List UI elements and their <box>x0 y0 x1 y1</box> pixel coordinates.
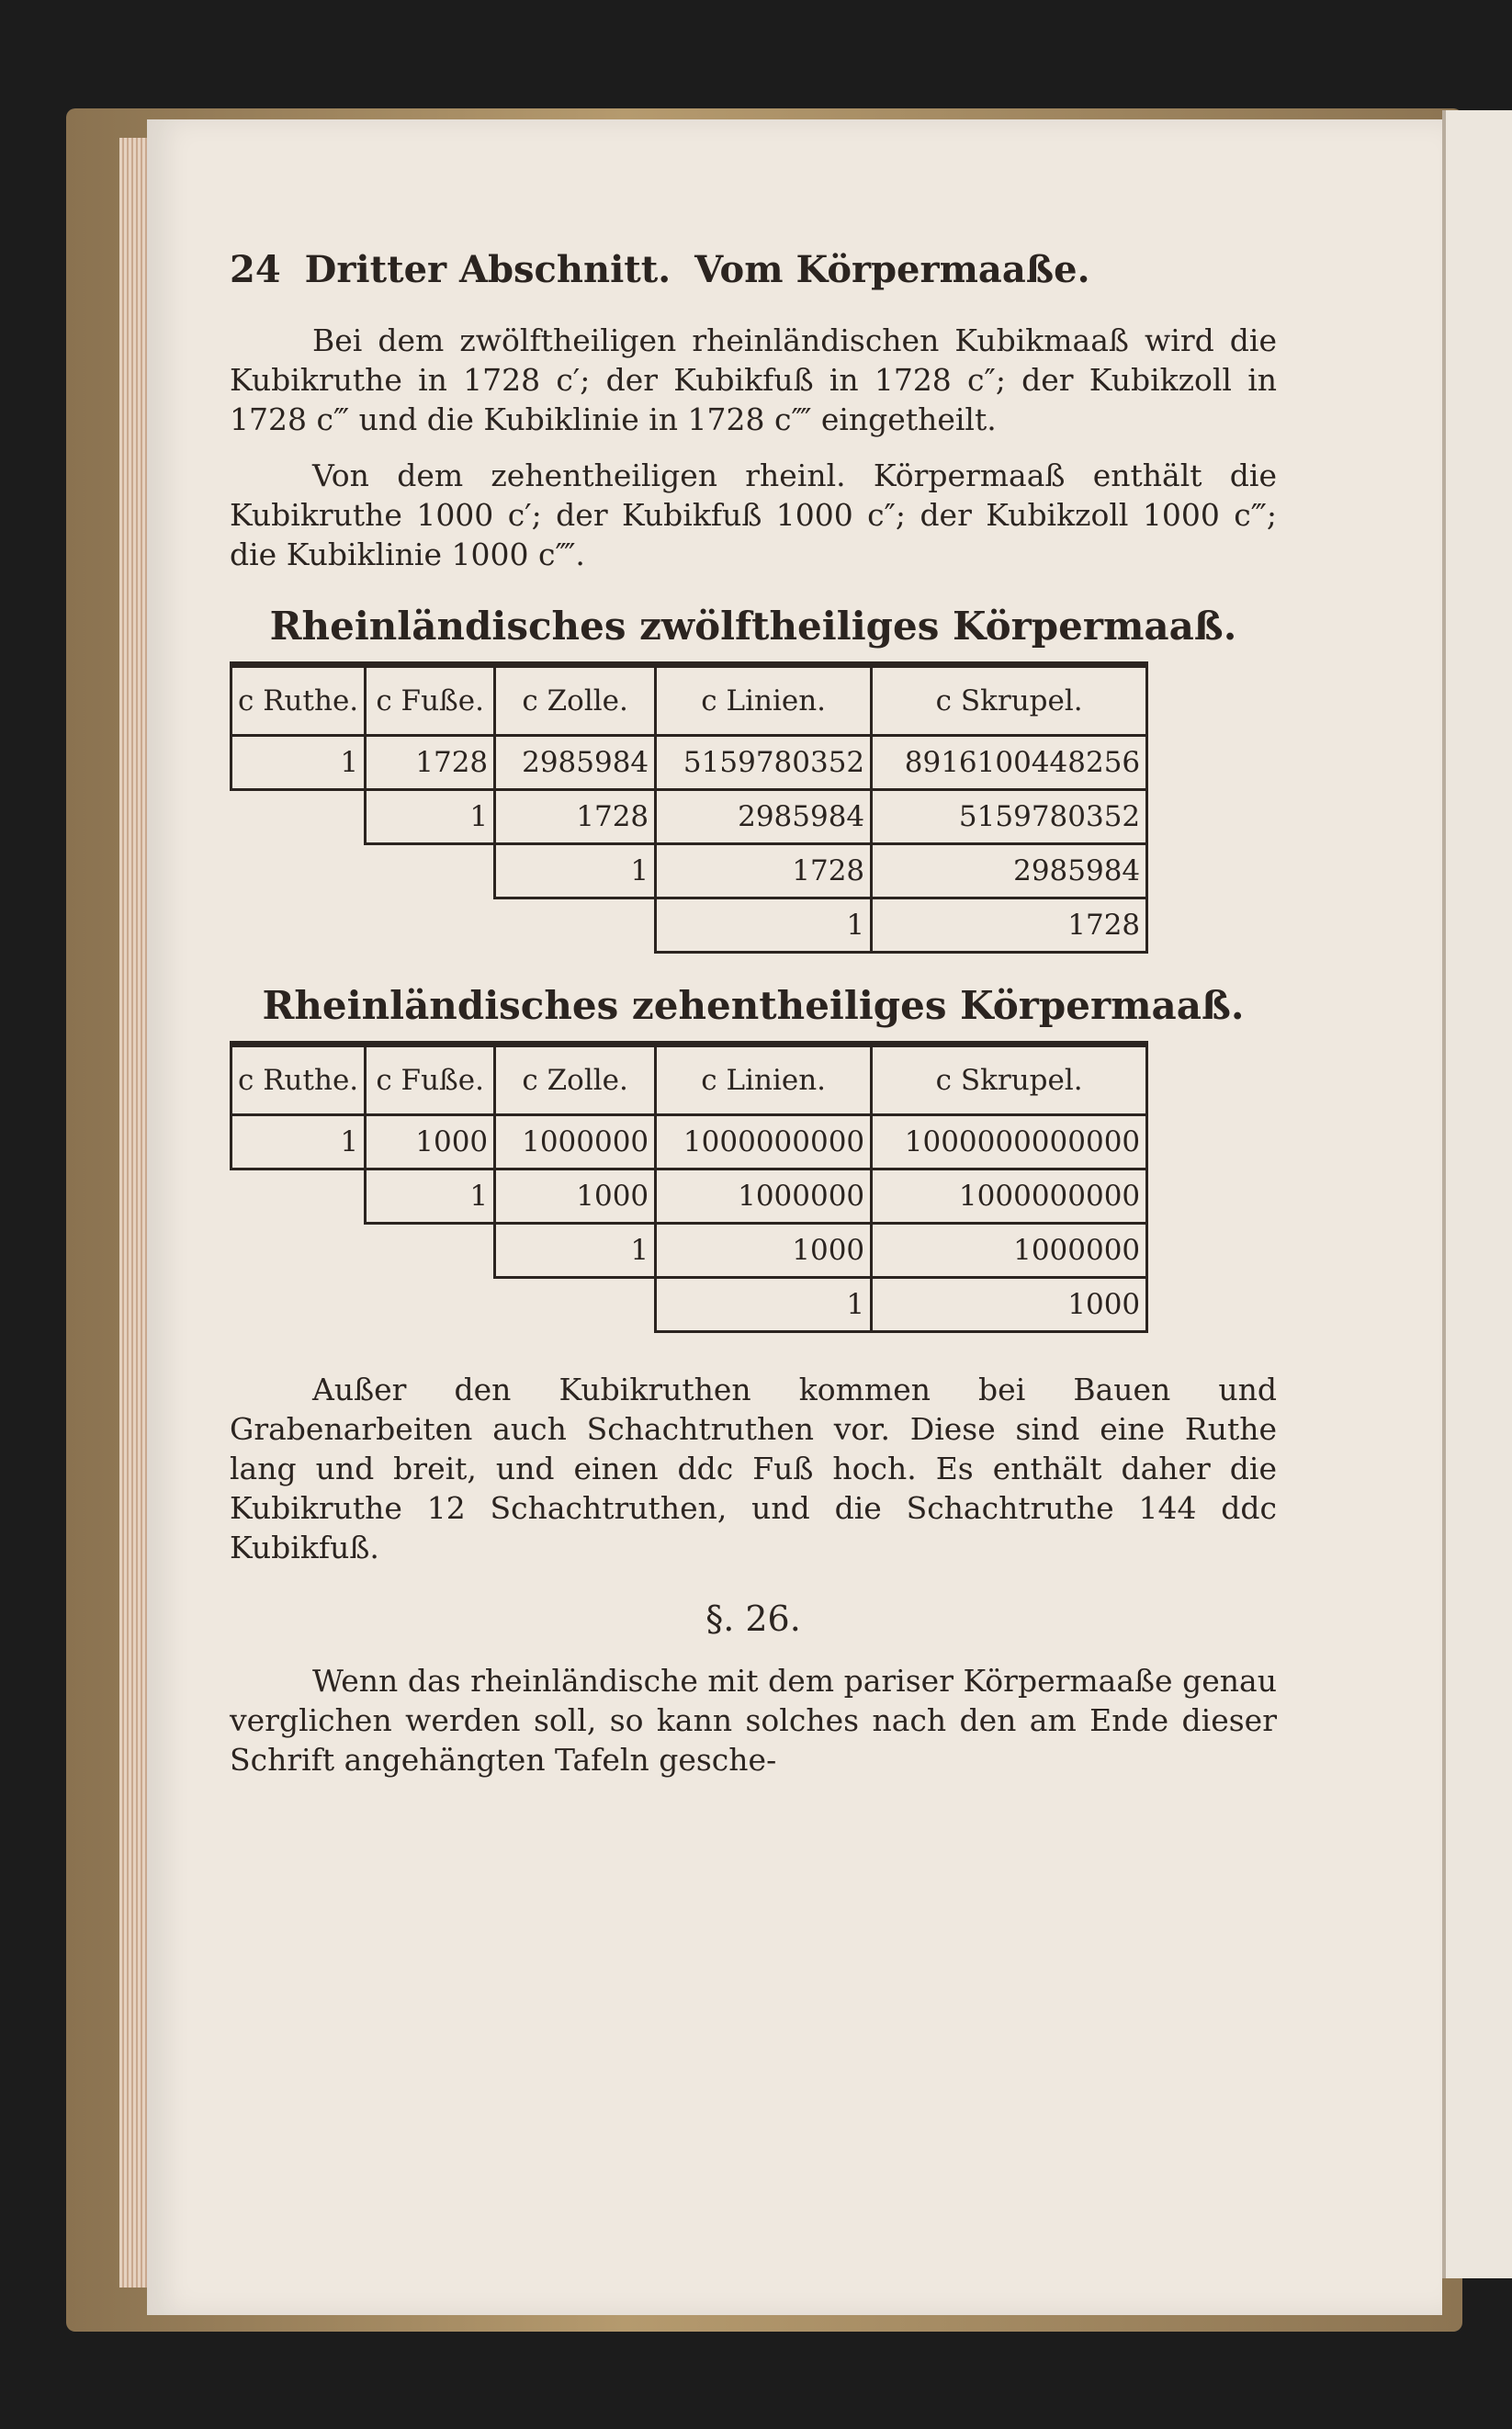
page-content <box>230 248 1277 1796</box>
table-cell-empty <box>231 790 366 844</box>
table-header-cell: c Linien. <box>656 1045 872 1115</box>
table-cell: 1000 <box>366 1115 495 1169</box>
paragraph-4: Wenn das rheinländische mit dem pariser Körpermaaße genau verglichen werden soll, so kann solches nach den am Ende dieser Schrift angehängten Tafeln gesche- <box>230 1663 1277 1778</box>
table-cell: 1 <box>656 1278 872 1332</box>
table-row <box>231 736 1147 790</box>
table2-title: Rheinländisches zehentheiliges Körpermaaß. <box>262 983 1245 1028</box>
table-header-cell: c Skrupel. <box>872 665 1147 736</box>
table-header-cell: c Skrupel. <box>872 1045 1147 1115</box>
table-cell: 1000 <box>656 1224 872 1278</box>
paragraph-1: Bei dem zwölftheiligen rheinländischen Kubikmaaß wird die Kubikruthe in 1728 c′; der Kubikfuß in 1728 c″; der Kubikzoll in 1728 c‴ und die Kubiklinie in 1728 c⁗ eingetheilt. <box>230 322 1277 437</box>
page-edges <box>119 138 147 2288</box>
table-cell: 1 <box>366 1169 495 1224</box>
table-cell: 1 <box>656 898 872 953</box>
table-cell: 5159780352 <box>656 736 872 790</box>
table-cell: 1728 <box>656 844 872 898</box>
table-row <box>231 1115 1147 1169</box>
table-cell: 1000000 <box>872 1224 1147 1278</box>
table-cell: 1000000000 <box>656 1115 872 1169</box>
table-header-cell: c Ruthe. <box>231 1045 366 1115</box>
table-cell-empty <box>495 1278 656 1332</box>
table-header-cell: c Zolle. <box>495 1045 656 1115</box>
table-row <box>231 790 1147 844</box>
table-cell: 1 <box>231 1115 366 1169</box>
table-duodecimal <box>230 661 1148 954</box>
table-cell: 8916100448256 <box>872 736 1147 790</box>
table-cell-empty <box>231 1278 366 1332</box>
table-cell: 1000000000 <box>872 1169 1147 1224</box>
table-cell: 1728 <box>495 790 656 844</box>
header-section: Dritter Abschnitt. <box>304 248 671 291</box>
running-header <box>230 248 1277 291</box>
section-mark: §. 26. <box>705 1599 801 1639</box>
paragraph-2: Von dem zehentheiligen rheinl. Körpermaaß enthält die Kubikruthe 1000 c′; der Kubikfuß 1000 c″; der Kubikzoll 1000 c‴; die Kubiklinie 1000 c⁗. <box>230 458 1277 572</box>
table-cell: 2985984 <box>872 844 1147 898</box>
table-row <box>231 1278 1147 1332</box>
table-cell: 1 <box>495 1224 656 1278</box>
paragraph-3: Außer den Kubikruthen kommen bei Bauen und Grabenarbeiten auch Schachtruthen vor. Diese sind eine Ruthe lang und breit, und einen ddc Fuß hoch. Es enthält daher die Kubikruthe 12 Schachtruthen, und die Schachtruthe 144 ddc Kubikfuß. <box>230 1372 1277 1565</box>
table-row <box>231 1224 1147 1278</box>
table-cell-empty <box>231 898 366 953</box>
table-row <box>231 844 1147 898</box>
table-cell: 2985984 <box>495 736 656 790</box>
table-cell: 1 <box>366 790 495 844</box>
table1-title: Rheinländisches zwölftheiliges Körpermaaß. <box>269 604 1237 649</box>
table-header-cell: c Zolle. <box>495 665 656 736</box>
table-cell: 1000 <box>872 1278 1147 1332</box>
table-header-cell: c Linien. <box>656 665 872 736</box>
table-cell-empty <box>495 898 656 953</box>
table-cell: 1000 <box>495 1169 656 1224</box>
table-cell-empty <box>231 1169 366 1224</box>
table-cell: 1 <box>231 736 366 790</box>
table-cell: 1728 <box>872 898 1147 953</box>
table-cell: 1000000 <box>495 1115 656 1169</box>
table-row <box>231 898 1147 953</box>
table-cell: 1728 <box>366 736 495 790</box>
table-decimal <box>230 1041 1148 1333</box>
table-cell: 1000000000000 <box>872 1115 1147 1169</box>
table-cell-empty <box>366 1278 495 1332</box>
table-cell-empty <box>231 844 366 898</box>
table-cell: 1 <box>495 844 656 898</box>
table-cell-empty <box>366 844 495 898</box>
page-number: 24 <box>230 248 281 291</box>
header-title: Vom Körpermaaße. <box>694 248 1090 291</box>
table-header-row <box>231 1045 1147 1115</box>
facing-page <box>1442 110 1512 2278</box>
table-cell: 1000000 <box>656 1169 872 1224</box>
table-cell-empty <box>366 1224 495 1278</box>
table-row <box>231 1169 1147 1224</box>
table-cell: 2985984 <box>656 790 872 844</box>
table-header-row <box>231 665 1147 736</box>
table-cell: 5159780352 <box>872 790 1147 844</box>
table-header-cell: c Fuße. <box>366 665 495 736</box>
table-cell-empty <box>366 898 495 953</box>
table-header-cell: c Ruthe. <box>231 665 366 736</box>
table-header-cell: c Fuße. <box>366 1045 495 1115</box>
table-cell-empty <box>231 1224 366 1278</box>
